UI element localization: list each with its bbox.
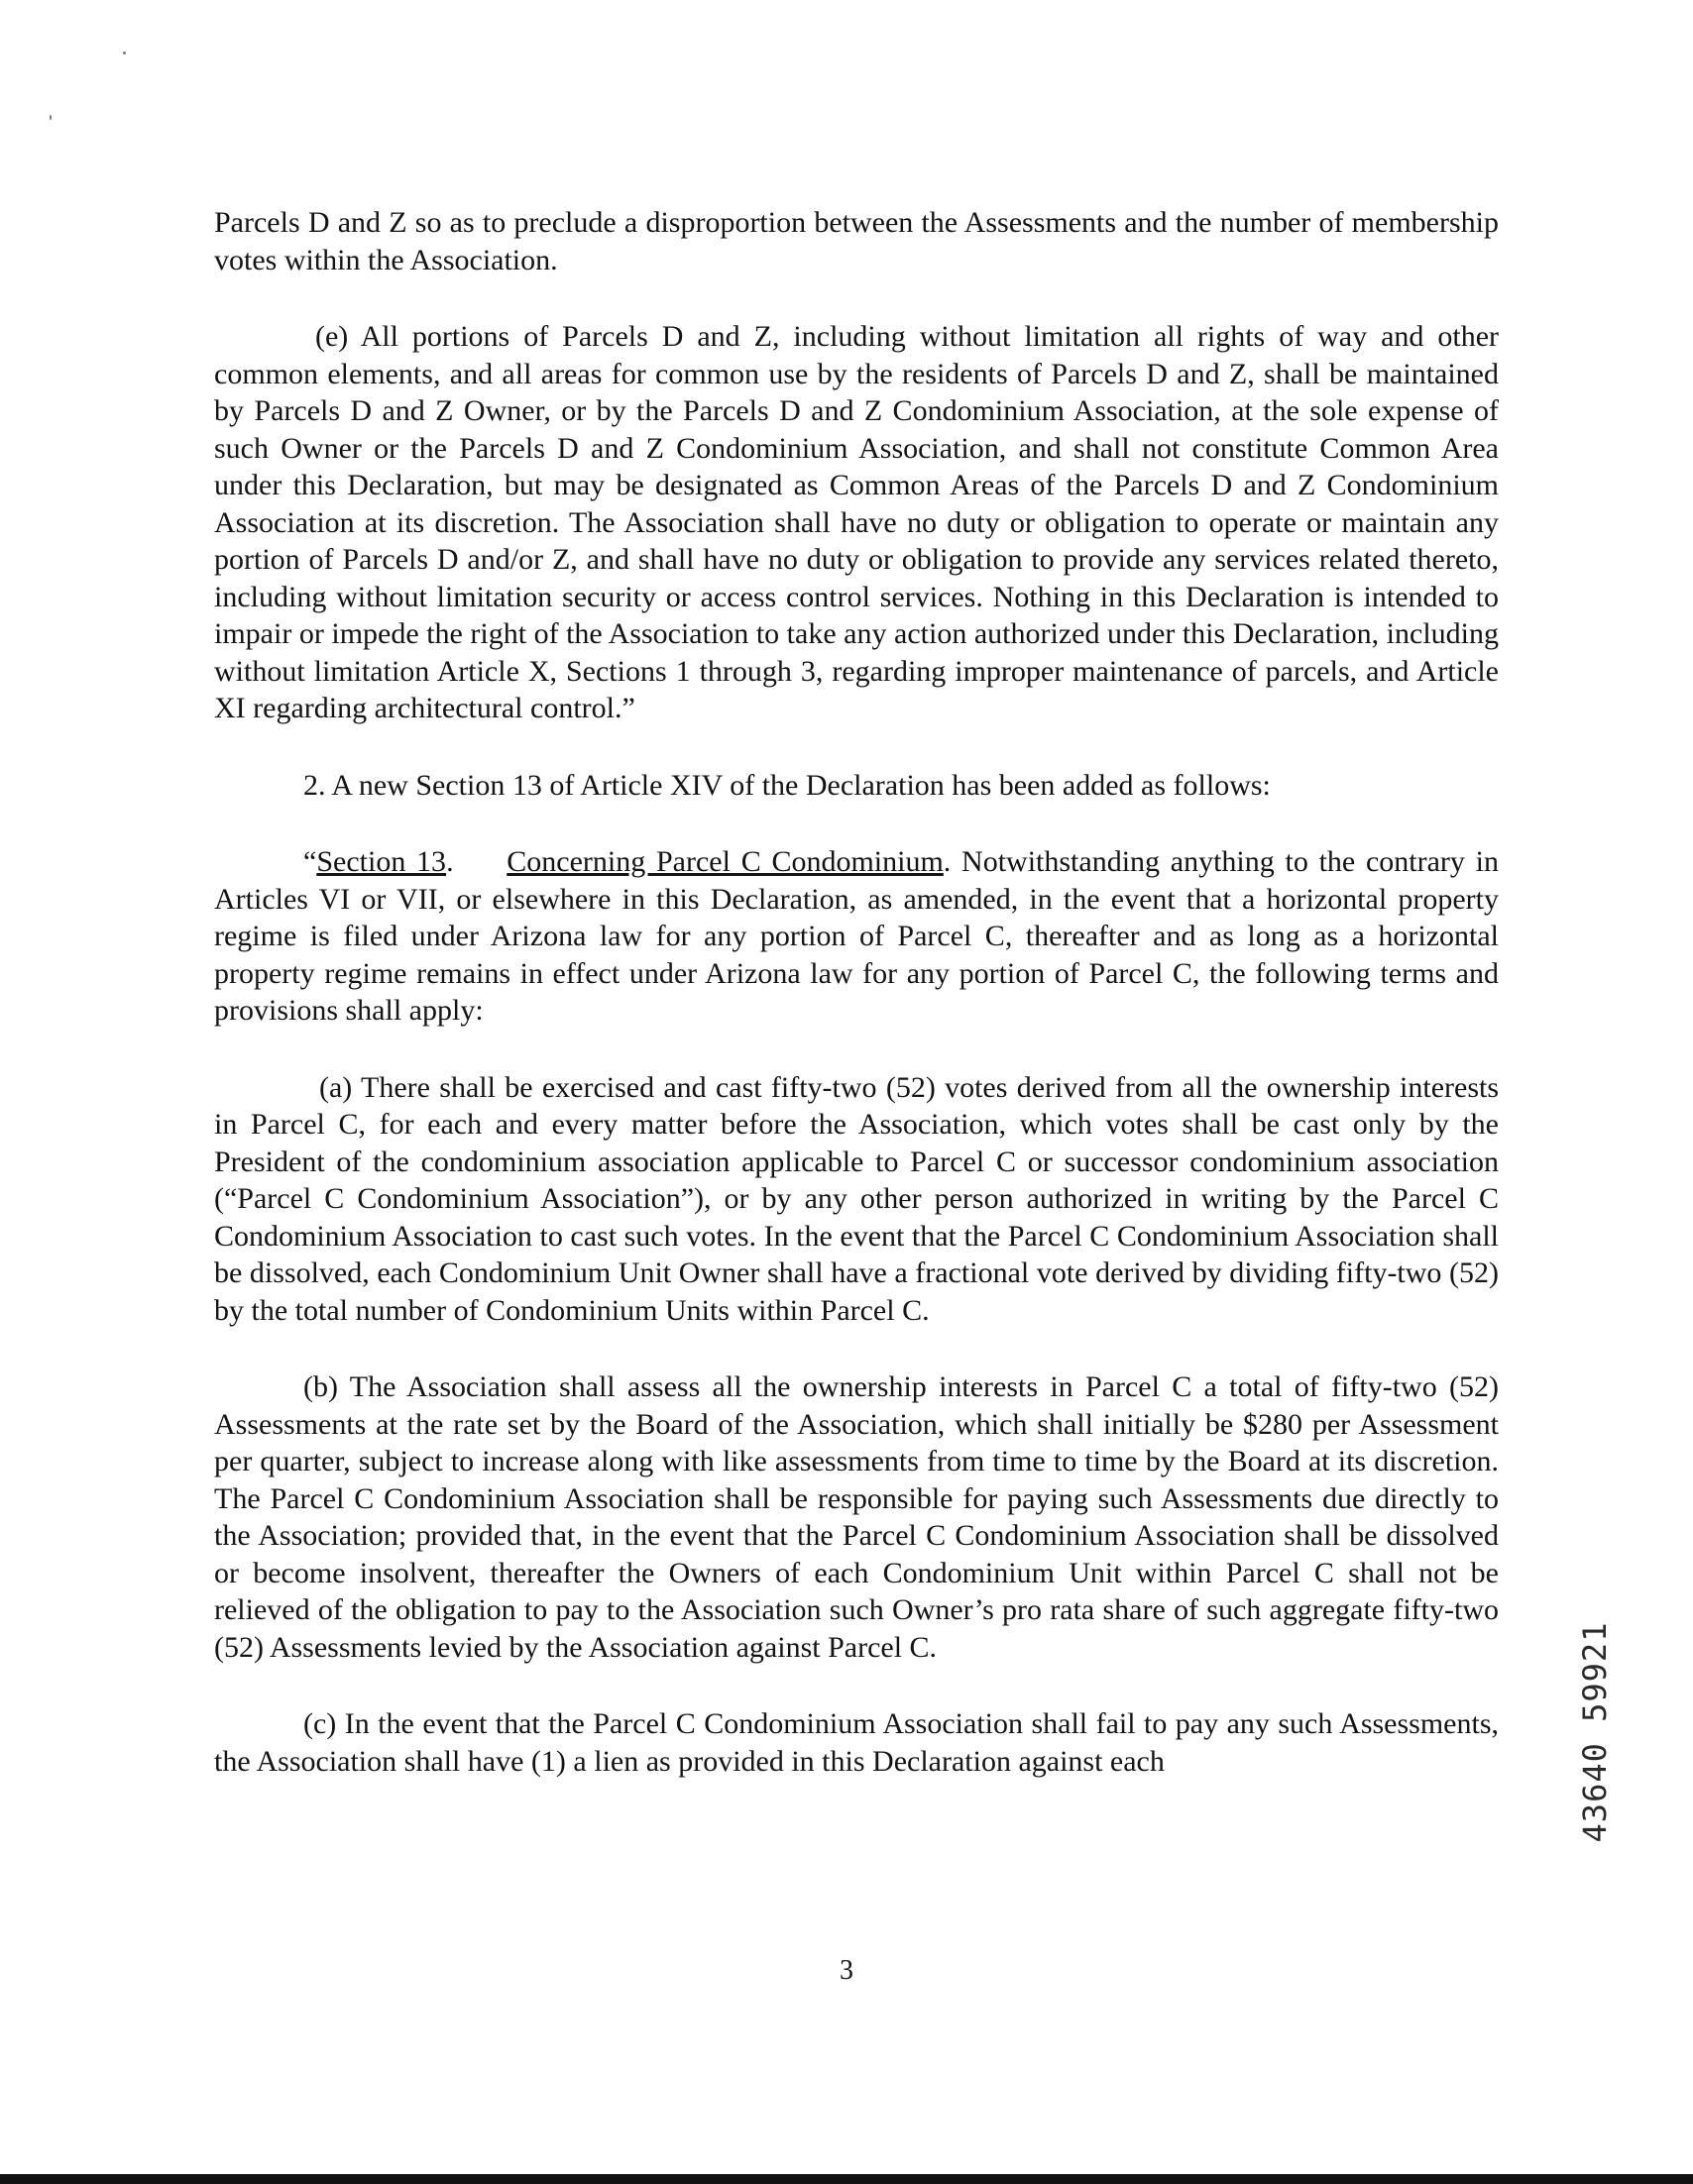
section-13-heading: Concerning Parcel C Condominium <box>507 845 944 878</box>
paragraph-b: (b) The Association shall assess all the ownership interests in Parcel C a total of fifty-two (52) Assessments at the rate set by the Board of the Association, which shall initially be $280 per Assessment per quarter, subject to increase along with like assessments from time to time by the Board at its discretion. The Parcel C Condominium Association shall be responsible for paying such Assessments due directly to the Association; provided that, in the event that the Parcel C Condominium Association shall be dissolved or become insolvent, thereafter the Owners of each Condominium Unit within Parcel C shall not be relieved of the obligation to pay to the Association such Owner’s pro rata share of such aggregate fifty-two (52) Assessments levied by the Association against Parcel C. <box>214 1370 1499 1664</box>
paragraph-section-13 <box>214 843 1499 1030</box>
section-13-label: Section 13 <box>316 845 447 878</box>
scan-speck <box>50 115 52 120</box>
section-label-period: . <box>446 845 454 878</box>
open-quote: “ <box>303 845 317 878</box>
document-body <box>214 204 1499 1780</box>
paragraph-item-2: 2. A new Section 13 of Article XIV of the Declaration has been added as follows: <box>303 768 1271 802</box>
paragraph-e: (e) All portions of Parcels D and Z, including without limitation all rights of way and other common elements, and all areas for common use by the residents of Parcels D and Z, shall be maintained by Parcels D and Z Owner, or by the Parcels D and Z Condominium Association, at the sole expense of such Owner or the Parcels D and Z Condominium Association, and shall not constitute Common Area under this Declaration, but may be designated as Common Areas of the Parcels D and Z Condominium Association at its discretion. The Association shall have no duty or obligation to operate or maintain any portion of Parcels D and/or Z, and shall have no duty or obligation to provide any services related thereto, including without limitation security or access control services. Nothing in this Declaration is intended to impair or impede the right of the Association to take any action authorized under this Declaration, including without limitation Article X, Sections 1 through 3, regarding improper maintenance of parcels, and Article XI regarding architectural control.” <box>214 320 1499 724</box>
paragraph-a: (a) There shall be exercised and cast fifty-two (52) votes derived from all the ownership interests in Parcel C, for each and every matter before the Association, which votes shall be cast only by the President of the condominium association applicable to Parcel C or successor condominium association (“Parcel C Condominium Association”), or by any other person authorized in writing by the Parcel C Condominium Association to cast such votes. In the event that the Parcel C Condominium Association shall be dissolved, each Condominium Unit Owner shall have a fractional vote derived by dividing fifty-two (52) by the total number of Condominium Units within Parcel C. <box>214 1070 1499 1327</box>
page-number: 3 <box>840 1955 853 1986</box>
recording-number-stamp <box>1575 1593 1615 1871</box>
recording-number-text: 43640 59921 <box>1576 1621 1614 1843</box>
section-heading-period: . <box>943 845 952 878</box>
paragraph-c: (c) In the event that the Parcel C Condominium Association shall fail to pay any such Assessments, the Association shall have (1) a lien as provided in this Declaration against each <box>214 1707 1499 1778</box>
section-13-body: Notwithstanding anything to the contrary in Articles VI or VII, or elsewhere in this Declaration, as amended, in the event that a horizontal property regime is filed under Arizona law for any portion of Parcel C, thereafter and as long as a horizontal property regime remains in effect under Arizona law for any portion of Parcel C, the following terms and provisions shall apply: <box>214 845 1500 1027</box>
scan-bottom-edge <box>0 2174 1693 2184</box>
paragraph-continuation: Parcels D and Z so as to preclude a disproportion between the Assessments and the number of membership votes within the Association. <box>214 206 1499 276</box>
scan-speck <box>123 52 126 55</box>
